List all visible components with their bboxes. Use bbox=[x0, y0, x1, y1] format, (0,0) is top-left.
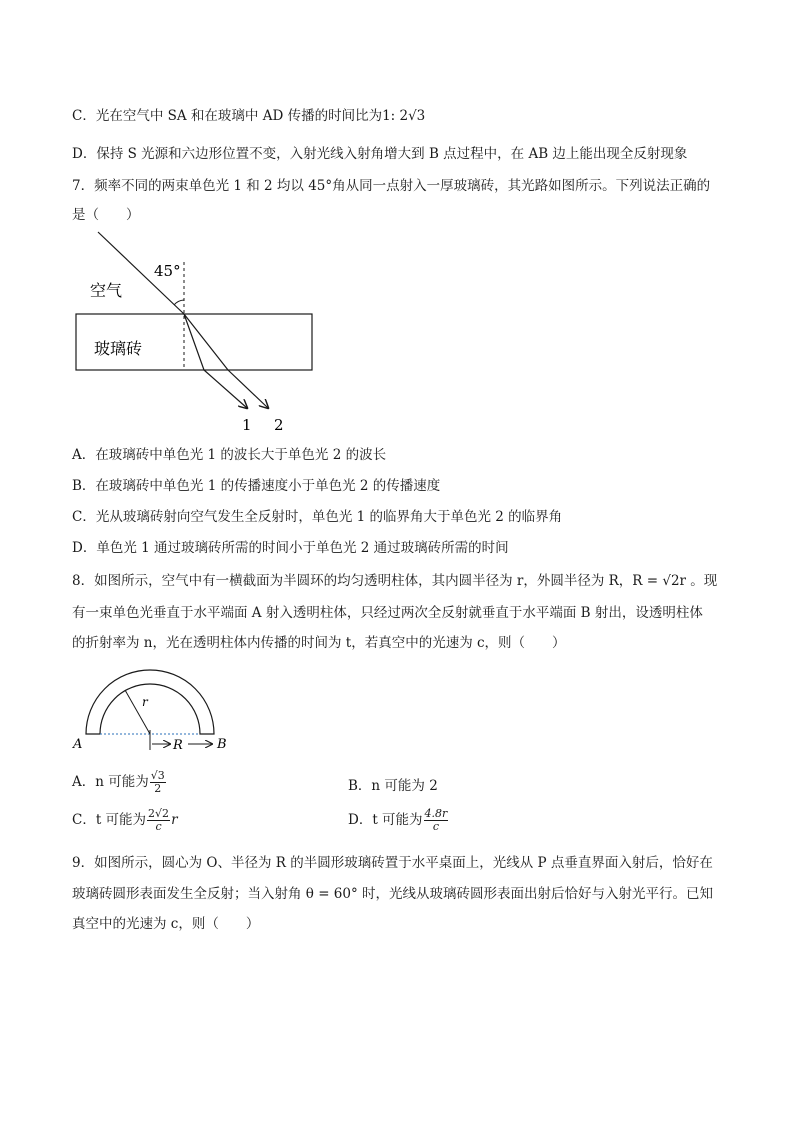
q8-option-a-text: A．n 可能为 bbox=[72, 774, 149, 790]
fraction-denominator: c bbox=[432, 820, 440, 833]
q7-option-b: B．在玻璃砖中单色光 1 的传播速度小于单色光 2 的传播速度 bbox=[72, 478, 441, 494]
q8-option-c bbox=[72, 808, 178, 833]
air-label: 空气 bbox=[90, 281, 123, 300]
ray-2-label: 2 bbox=[274, 416, 284, 434]
ray-1-inside bbox=[184, 314, 204, 370]
fraction-denominator: c bbox=[155, 820, 162, 833]
q7-stem-line1: 7．频率不同的两束单色光 1 和 2 均以 45°角从同一点射入一厚玻璃砖，其光路如图所示。下列说法正确的 bbox=[72, 178, 711, 194]
fraction-denominator: 2 bbox=[154, 782, 162, 795]
ray-2-inside bbox=[184, 314, 228, 370]
q9-stem-line2: 玻璃砖圆形表面发生全反射；当入射角 θ = 60° 时，光线从玻璃砖圆形表面出射后恰好与入射光平行。已知 bbox=[72, 886, 714, 902]
q7-stem-line2: 是（ ） bbox=[72, 207, 140, 223]
q8-options-row2 bbox=[72, 806, 722, 842]
q8-option-c-suffix: r bbox=[171, 812, 178, 828]
angle-label: 45° bbox=[154, 262, 181, 280]
ray-1-label: 1 bbox=[242, 416, 252, 434]
q6-option-c: C．光在空气中 SA 和在玻璃中 AD 传播的时间比为1: 2√3 bbox=[72, 108, 426, 124]
q8-figure bbox=[70, 660, 240, 754]
q9-stem-line3: 真空中的光速为 c，则（ ） bbox=[72, 916, 260, 932]
q8-option-d-text: D．t 可能为 bbox=[348, 812, 423, 828]
q9-stem-line1: 9．如图所示，圆心为 O、半径为 R 的半圆形玻璃砖置于水平桌面上，光线从 P 点垂直界面入射后，恰好在 bbox=[72, 855, 713, 871]
q8-option-a bbox=[72, 770, 167, 795]
B-label: B bbox=[217, 737, 227, 752]
fraction-numerator: 4.8r bbox=[424, 807, 448, 820]
q8-option-b: B．n 可能为 2 bbox=[348, 778, 438, 794]
q6-option-d: D．保持 S 光源和六边形位置不变，入射光线入射角增大到 B 点过程中，在 AB 边上能出现全反射现象 bbox=[72, 146, 688, 162]
fraction-numerator: 2√2 bbox=[148, 807, 170, 820]
A-label: A bbox=[73, 737, 83, 752]
q8-option-a-fraction bbox=[150, 770, 166, 795]
q8-option-d bbox=[348, 808, 449, 833]
angle-arc bbox=[174, 300, 184, 305]
q8-stem-line1: 8．如图所示，空气中有一横截面为半圆环的均匀透明柱体，其内圆半径为 r，外圆半径为 R，R = √2r 。现 bbox=[72, 573, 718, 589]
R-label: R bbox=[173, 738, 183, 753]
q8-option-c-fraction bbox=[147, 808, 170, 833]
q8-stem-line2: 有一束单色光垂直于水平端面 A 射入透明柱体，只经过两次全反射就垂直于水平端面 B 射出，设透明柱体 bbox=[72, 605, 703, 621]
q8-options-row1 bbox=[72, 766, 722, 802]
ray-1-outside bbox=[204, 370, 247, 408]
q7-option-d: D．单色光 1 通过玻璃砖所需的时间小于单色光 2 通过玻璃砖所需的时间 bbox=[72, 540, 509, 556]
q8-option-c-text: C．t 可能为 bbox=[72, 812, 147, 828]
half-ring bbox=[86, 670, 214, 734]
fraction-numerator: √3 bbox=[150, 769, 165, 782]
ray-2-outside bbox=[228, 370, 268, 408]
q7-option-c: C．光从玻璃砖射向空气发生全反射时，单色光 1 的临界角大于单色光 2 的临界角 bbox=[72, 509, 563, 525]
q7-option-a: A．在玻璃砖中单色光 1 的波长大于单色光 2 的波长 bbox=[72, 447, 387, 463]
q7-figure bbox=[70, 228, 330, 436]
glass-label: 玻璃砖 bbox=[94, 339, 143, 358]
q8-option-d-fraction bbox=[424, 808, 449, 833]
q8-stem-line3: 的折射率为 n，光在透明柱体内传播的时间为 t，若真空中的光速为 c，则（ ） bbox=[72, 635, 566, 651]
r-label: r bbox=[142, 695, 148, 709]
